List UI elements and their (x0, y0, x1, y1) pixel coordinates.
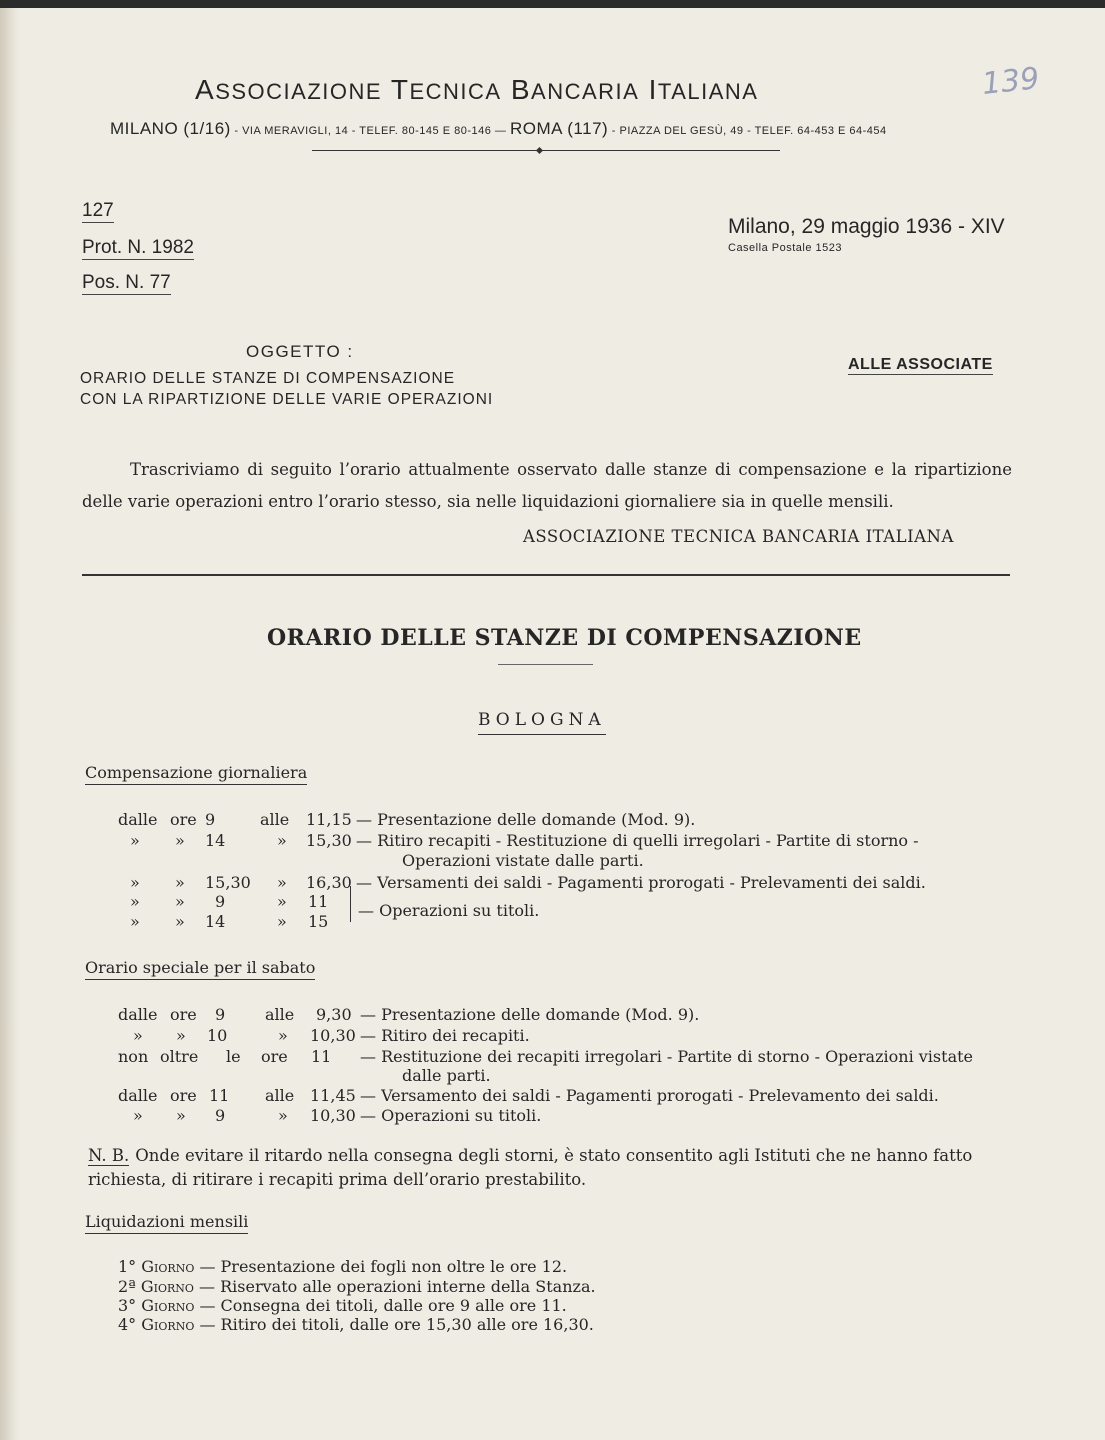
brace-label: — Operazioni su titoli. (358, 901, 540, 920)
intro-paragraph: Trascriviamo di seguito l’orario attualmente osservato dalle stanze di compensazione e la ripartizione delle varie operazioni entro l’orario stesso, sia nelle liquidazioni giornaliere sia in quelle mensili. (82, 460, 1012, 511)
pos-number: Pos. N. 77 (82, 272, 171, 293)
section-divider (82, 574, 1010, 576)
monthly-row: 1° Giorno — Presentazione dei fogli non oltre le ore 12. (118, 1257, 568, 1276)
title-underline (498, 664, 593, 665)
monthly-heading: Liquidazioni mensili (85, 1212, 248, 1234)
handwritten-page-number: 139 (980, 61, 1041, 102)
recipient: ALLE ASSOCIATE (848, 356, 993, 373)
roma-address: - PIAZZA DEL GESÙ, 49 - TELEF. 64-453 E 64-454 (611, 125, 887, 137)
ref-number: 127 (82, 200, 114, 221)
document-page: 139 ASSOCIAZIONE TECNICA BANCARIA ITALIANA MILANO (1/16) - VIA MERAVIGLI, 14 - TELEF. 80-145 E 80-146 — ROMA (117) - PIAZZA DEL GESÙ, 49 - TELEF. 64-453 E 64-454 127 Prot. N. 1982 Pos. N. 77 Milano, 29 maggio 1936 - XIV Casella Postale 1523 OGGETTO : ORARIO DELLE STANZE DI COMPENSAZIONE CON LA RIPARTIZIONE DELLE VARIE OPERAZIONI ALLE ASSOCIATE Trascriviamo di seguito l’orario attualmente osservato dalle stanze di compensazione e la ripartizione delle varie operazioni entro l’orario stesso, sia nelle liquidazioni giornaliere sia in quelle mensili. ASSOCIAZIONE TECNICA BANCARIA ITALIANA ORARIO DELLE STANZE DI COMPENSAZIONE BOLOGNA Compensazione giornaliera dalle ore 9 alle 11,15 — Presentazione delle domande (Mod. 9). » » 14 » 15,30 — Ritiro recapiti - Restituzione di quelli irregolari - Partite di storno - Operazioni vistate dalle parti. » » 15,30 » 16,30 — Versamenti dei saldi - Pagamenti prorogati - Prelevamenti dei saldi. » » 9 » 11 » » 14 » 15 — Operazioni su titoli. Orario speciale per il sabato dalle ore 9 alle 9,30 — Presentazione delle domande (Mod. 9). » » 10 » 10,30 — Ritiro dei recapiti. non oltre le ore 11 — Restituzione dei recapiti irregolari - Partite di storno - Operazioni vistate dalle parti. dalle ore 11 alle 11,45 — Versamento dei saldi - Pagamenti prorogati - Prelevamento dei saldi. » » 9 » 10,30 — Operazioni su titoli. N. B. Onde evitare il ritardo nella consegna degli storni, è stato consentito agli Istituti che ne hanno fatto richiesta, di ritirare i recapiti prima dell’orario prestabilito. Liquidazioni mensili 1° Giorno — Presentazione dei fogli non oltre le ore 12. 2ª Giorno — Riservato alle operazioni interne della Stanza. 3° Giorno — Consegna dei titoli, dalle ore 9 alle ore 11. 4° Giorno — Ritiro dei titoli, dalle ore 15,30 alle ore 16,30. (0, 8, 1105, 1440)
signature: ASSOCIAZIONE TECNICA BANCARIA ITALIANA (523, 527, 954, 546)
roma-office: ROMA (117) (509, 119, 609, 138)
nota-bene-label: N. B. (88, 1146, 130, 1165)
brace-bracket (350, 886, 356, 922)
subject-line-2: CON LA RIPARTIZIONE DELLE VARIE OPERAZIONI (80, 391, 494, 408)
letterhead-divider (312, 150, 780, 151)
letterhead-addresses (110, 119, 887, 139)
nota-bene-text: Onde evitare il ritardo nella consegna degli storni, è stato consentito agli Istituti che ne hanno fatto richiesta, di ritirare i recapiti prima dell’orario prestabilito. (88, 1146, 973, 1189)
monthly-row: 2ª Giorno — Riservato alle operazioni interne della Stanza. (118, 1277, 596, 1296)
divider-ornament (536, 147, 543, 154)
subject-line-1: ORARIO DELLE STANZE DI COMPENSAZIONE (80, 370, 456, 387)
milano-address: - VIA MERAVIGLI, 14 - TELEF. 80-145 E 80-146 — (234, 125, 507, 137)
daily-heading: Compensazione giornaliera (85, 763, 307, 785)
monthly-row: 4° Giorno — Ritiro dei titoli, dalle ore 15,30 alle ore 16,30. (118, 1315, 594, 1334)
milano-office: MILANO (1/16) (110, 119, 231, 138)
letterhead-title: ASSOCIAZIONE TECNICA BANCARIA ITALIANA (195, 74, 759, 105)
saturday-heading: Orario speciale per il sabato (85, 958, 315, 980)
main-title: ORARIO DELLE STANZE DI COMPENSAZIONE (267, 625, 862, 651)
nota-bene (88, 1144, 1013, 1192)
monthly-row: 3° Giorno — Consegna dei titoli, dalle ore 9 alle ore 11. (118, 1296, 567, 1315)
subject-label: OGGETTO : (246, 342, 354, 361)
page-binding-edge (0, 8, 20, 1440)
dateline: Milano, 29 maggio 1936 - XIV (728, 215, 1005, 238)
po-box: Casella Postale 1523 (728, 242, 842, 254)
city-heading: BOLOGNA (478, 710, 606, 735)
prot-number: Prot. N. 1982 (82, 237, 194, 258)
